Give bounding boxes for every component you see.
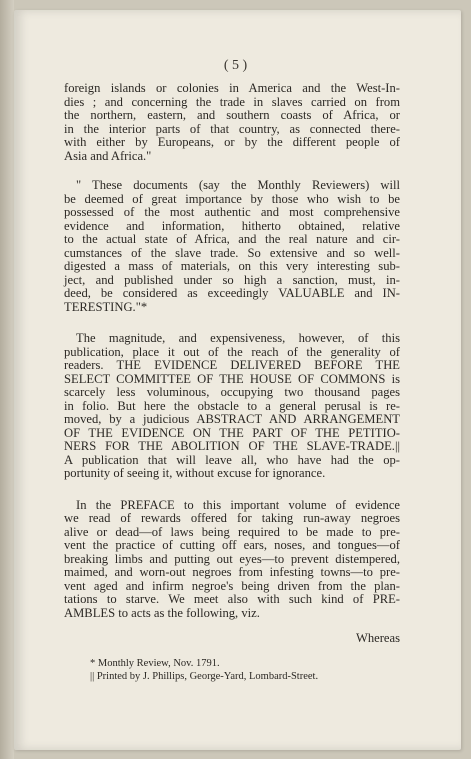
text-line: breaking limbs and putting out eyes—to prevent distempered, — [64, 551, 400, 566]
paragraph-1 — [64, 82, 400, 163]
text-line: readers. THE EVIDENCE DELIVERED BEFORE THE — [64, 358, 400, 372]
text-line: in folio. But here the obstacle to a general perusal is re- — [64, 398, 400, 413]
text-line: alive or dead—of laws being required to be made to pre- — [64, 524, 400, 539]
text-line: be deemed of great importance by those who wish to be — [64, 191, 400, 206]
book-spine-edge — [0, 0, 14, 759]
paragraph-3 — [64, 332, 400, 481]
paragraph-4 — [64, 499, 400, 621]
text-line: SELECT COMMITTEE OF THE HOUSE OF COMMONS is — [64, 371, 400, 386]
text-line: tations to starve. We meet also with such kind of PRE- — [64, 592, 400, 606]
text-line: the northern, eastern, and southern coasts of Africa, or — [64, 108, 400, 122]
catchword: Whereas — [355, 631, 400, 645]
text-line: publication, place it out of the reach of the generality of — [64, 344, 400, 359]
footnotes — [90, 657, 318, 683]
text-line: portunity of seeing it, without excuse for ignorance. — [64, 466, 326, 480]
text-line: foreign islands or colonies in America and the West-In- — [64, 81, 400, 95]
text-line: in the interior parts of that country, as connected there- — [64, 121, 400, 136]
footnote-monthly-review: * Monthly Review, Nov. 1791. — [90, 658, 220, 669]
text-line: AMBLES to acts as the following, viz. — [64, 605, 260, 620]
text-line: NERS FOR THE ABOLITION OF THE SLAVE-TRADE.|| — [64, 439, 400, 453]
text-line: The magnitude, and expensiveness, however, of this — [76, 331, 400, 345]
text-line: with either by Europeans, or by the different people of — [64, 135, 400, 149]
text-line: cumstances of the slave trade. So extensive and so well- — [64, 245, 400, 260]
text-line: A publication that will leave all, who have had the op- — [64, 452, 400, 467]
footnote-printer: || Printed by J. Phillips, George-Yard, Lombard-Street. — [90, 671, 319, 682]
text-line: moved, by a judicious ABSTRACT AND ARRANGEMENT — [64, 412, 400, 426]
page-number: ( 5 ) — [223, 58, 248, 73]
text-line: we read of rewards offered for taking run-away negroes — [64, 511, 400, 525]
text-line: " These documents (say the Monthly Reviewers) will — [76, 178, 400, 192]
text-line: TERESTING."* — [64, 299, 148, 314]
text-line: vent aged and infirm negroe's being driven from the plan- — [64, 578, 400, 593]
text-line: OF THE EVIDENCE ON THE PART OF THE PETITIO- — [64, 425, 400, 440]
text-line: deed, be considered as exceedingly VALUABLE and IN- — [64, 286, 400, 300]
text-line: evidence and information, hitherto obtained, relative — [64, 218, 400, 233]
text-line: maimed, and worn-out negroes from infesting towns—to pre- — [64, 565, 400, 579]
text-line: vent the practice of cutting off ears, noses, and tongues—of — [64, 538, 400, 552]
text-line: possessed of the most authentic and most comprehensive — [64, 205, 400, 219]
text-line: to the actual state of Africa, and the real nature and cir- — [64, 232, 400, 246]
paragraph-2 — [64, 179, 400, 314]
text-line: scarcely less voluminous, occupying two thousand pages — [64, 385, 400, 399]
text-line: dies ; and concerning the trade in slaves carried on from — [64, 94, 400, 109]
text-line: digested a mass of materials, on this very interesting sub- — [64, 259, 400, 273]
page-text — [64, 82, 400, 646]
text-line: In the PREFACE to this important volume of evidence — [76, 497, 400, 512]
text-line: Asia and Africa." — [64, 148, 152, 163]
text-line: ject, and published under so high a sanction, must, in- — [64, 272, 400, 287]
